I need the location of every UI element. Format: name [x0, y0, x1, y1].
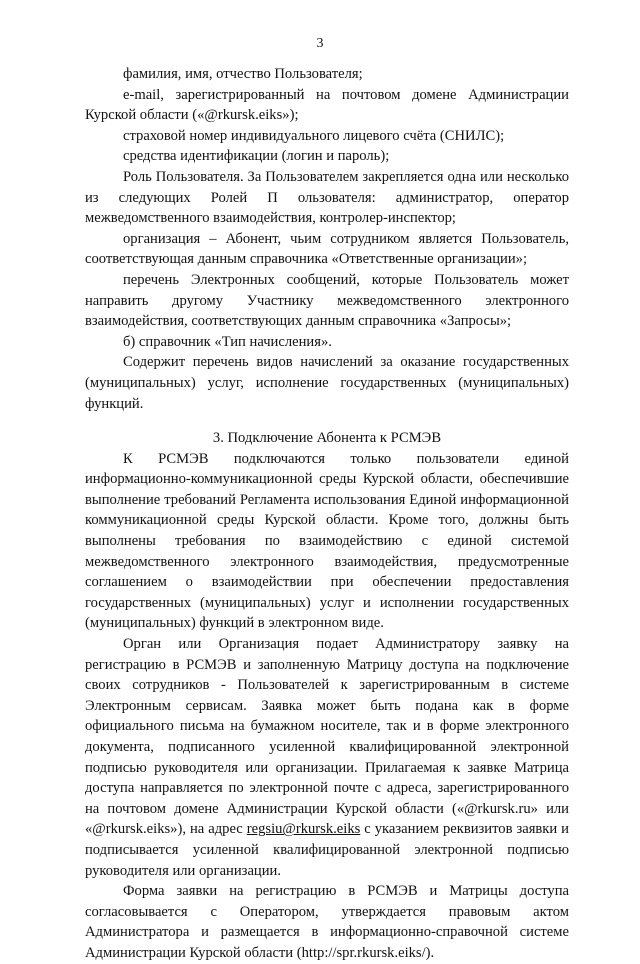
document-body [85, 64, 569, 964]
page-number: 3 [316, 36, 324, 51]
paragraph-2-text-after: с указанием реквизитов заявки и подписывается усиленной квалифицированной электронной подписью руководителя или организации. [85, 821, 569, 879]
section-paragraph-3: Форма заявки на регистрацию в РСМЭВ и Матрицы доступа согласовывается с Оператором, утверждается правовым актом Администратора и размещается в информационно-справочной системе Администрации Курской области (http://spr.rkursk.eiks/). [85, 883, 569, 961]
list-item-fio: фамилия, имя, отчество Пользователя; [123, 66, 363, 82]
email-link[interactable]: regsiu@rkursk.eiks [246, 821, 361, 838]
paragraph-2-text-before: Орган или Организация подает Администратору заявку на регистрацию в РСМЭВ и заполненную Матрицу доступа на подключение своих сотрудников - Пользователей к зарегистрированным в системе Электронным сервисам. Заявка может быть подана как в форме официального письма на бумажном носителе, так и в форме электронного документа, подписанного усиленной квалифицированной электронной подписью руководителя или организации. Прилагаемая к заявке Матрица доступа направляется по электронной почте с адреса, зарегистрированного на почтовом домене Администрации Курской области («@rkursk.ru» или «@rkursk.eiks»), на адрес [85, 636, 569, 838]
list-item-snils: страховой номер индивидуального лицевого счёта (СНИЛС); [123, 127, 505, 144]
list-item-email: e-mail, зарегистрированный на почтовом домене Администрации Курской области («@rkursk.eiks»); [85, 86, 569, 124]
section-heading: 3. Подключение Абонента к РСМЭВ [212, 430, 442, 447]
accrual-description: Содержит перечень видов начислений за оказание государственных (муниципальных) услуг, исполнение государственных (муниципальных) функций. [85, 354, 569, 412]
section-paragraph-1: К РСМЭВ подключаются только пользователи единой информационно-коммуникационной среды Курской области, обеспечившие выполнение требований Регламента использования Единой информационной коммуникационной среды Курской области. Кроме того, должны быть выполнены требования по взаимодействию с единой системой межведомственного электронного взаимодействия, предусмотренные соглашением о взаимодействии при обеспечении предоставления государственных (муниципальных) услуг и исполнении государственных (муниципальных) функций в электронном виде. [85, 450, 569, 632]
list-item-credentials: средства идентификации (логин и пароль); [123, 148, 390, 165]
list-item-organization: организация – Абонент, чьим сотрудником является Пользователь, соответствующая данным справочника «Ответственные организации»; [85, 230, 569, 268]
list-item-accrual-reference: б) справочник «Тип начисления». [123, 333, 332, 350]
list-item-messages: перечень Электронных сообщений, которые Пользователь может направить другому Участнику межведомственного электронного взаимодействия, соответствующих данным справочника «Запросы»; [85, 271, 569, 330]
section-paragraph-2 [85, 634, 569, 881]
list-item-user-role: Роль Пользователя. За Пользователем закрепляется одна или несколько из следующих Ролей П ользователя: администратор, оператор межведомственного взаимодействия, контролер-инспектор; [85, 168, 569, 227]
